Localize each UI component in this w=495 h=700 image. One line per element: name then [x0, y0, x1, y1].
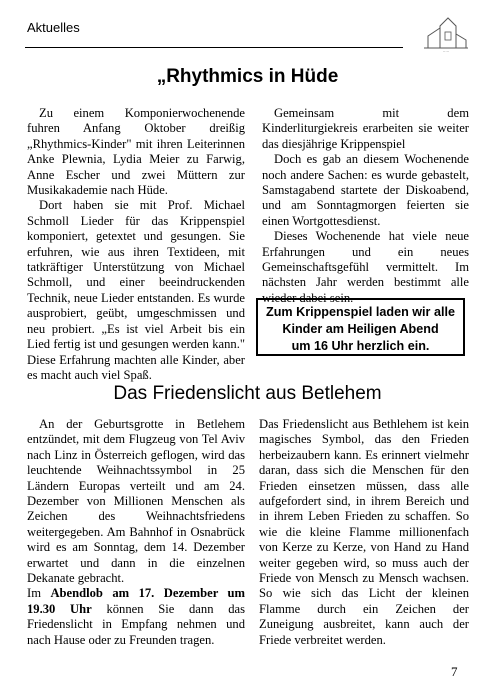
- abendlob-intro: Im: [27, 586, 51, 601]
- article2-paragraph: Das Friedenslicht aus Bethlehem ist kein magisches Symbol, das den Frieden herbeizaubern kann. Es erinnert vielmehr daran, dass sich die Menschen für den Frieden einsetzen müssen, dass alle aufgefordert sind, in ihrem Bereich und in ihrem Leben Frieden zu schaffen. So wie die kleine Flamme millionenfach von Kerze zu Kerze, von Hand zu Hand weiter gegeben wird, so muss auch der Friede von Mensch zu Mensch wachsen. So wie sich das Licht der kleinen Flamme durch ein Zeichen der Zuneigung ausbreitet, kann auch der Friede verbreitet werden.: [259, 417, 469, 647]
- header-divider: [25, 47, 403, 48]
- church-logo-icon: [420, 14, 470, 54]
- article1-column-right: [262, 106, 469, 306]
- page-number: 7: [451, 664, 458, 679]
- article-title-friedenslicht: Das Friedenslicht aus Betlehem: [113, 383, 382, 404]
- callout-line: um 16 Uhr herzlich ein.: [291, 339, 430, 353]
- krippenspiel-invitation-box: [256, 298, 465, 356]
- article1-column-left: [27, 106, 245, 383]
- article2-column-right: [259, 417, 469, 648]
- svg-text:·····: ·····: [442, 49, 450, 54]
- article1-paragraph: Doch es gab an diesem Wochenende noch andere Sachen: es wurde gebastelt, Samstagabend startete der Diskoabend, und am Sonntagmorgen feierten sie einen Wortgottesdienst.: [262, 152, 469, 228]
- article1-paragraph: Gemeinsam mit dem Kinderliturgiekreis erarbeiten sie weiter das diesjährige Krippenspiel: [262, 106, 469, 151]
- article1-paragraph: Zu einem Komponierwochenende fuhren Anfang Oktober dreißig „Rhythmics-Kinder" mit ihren Leiterinnen Anke Plewnia, Lydia Meier zu Farwig, Anne Escher und zwei Müttern zur Musikakademie nach Hüde.: [27, 106, 245, 198]
- article1-paragraph: Dort haben sie mit Prof. Michael Schmoll Lieder für das Krippenspiel komponiert, getextet und gesungen. Sie erfuhren, wie aus ihren Textideen, mit tatkräftiger Unterstützung von Michael Schmoll, und einer beeindruckenden Technik, neue Lieder entstanden. Es wurde ausprobiert, geübt, umgeschmissen und neu probiert. „Es ist viel Arbeit bis ein Lied fertig ist und gesungen werden kann." Diese Erfahrung machten alle Kinder, aber es macht auch viel Spaß.: [27, 198, 245, 382]
- article1-paragraph: Dieses Wochenende hat viele neue Erfahrungen und ein neues Gemeinschaftsgefühl vermittelt. Im nächsten Jahr werden bestimmt alle wieder dabei sein.: [262, 229, 469, 305]
- article2-paragraph-abendlob: [27, 586, 245, 648]
- section-label: Aktuelles: [27, 20, 80, 35]
- article2-column-left: [27, 417, 245, 648]
- article-title-rhythmics: „Rhythmics in Hüde: [156, 66, 339, 87]
- callout-line: Kinder am Heiligen Abend: [282, 322, 439, 336]
- callout-line: Zum Krippenspiel laden wir alle: [266, 305, 455, 319]
- article2-paragraph: An der Geburtsgrotte in Betlehem entzündet, mit dem Flugzeug von Tel Aviv nach Linz in Österreich geflogen, wird das leuchtende Weihnachtssymbol in 25 Ländern Europas verteilt und am 24. Dezember von Millionen Menschen als Zeichen des Weihnachtsfriedens weitergegeben. Am Bahnhof in Osnabrück wird es am Sonntag, dem 14. Dezember erwartet und dann in die einzelnen Dekanate gebracht.: [27, 417, 245, 586]
- abendlob-date: Abendlob am 17. Dezember um 19.30 Uhr: [27, 586, 246, 616]
- abendlob-rest: können Sie dann das Friedenslicht in Empfang nehmen und nach Hause oder zu Freunden tragen.: [27, 601, 245, 647]
